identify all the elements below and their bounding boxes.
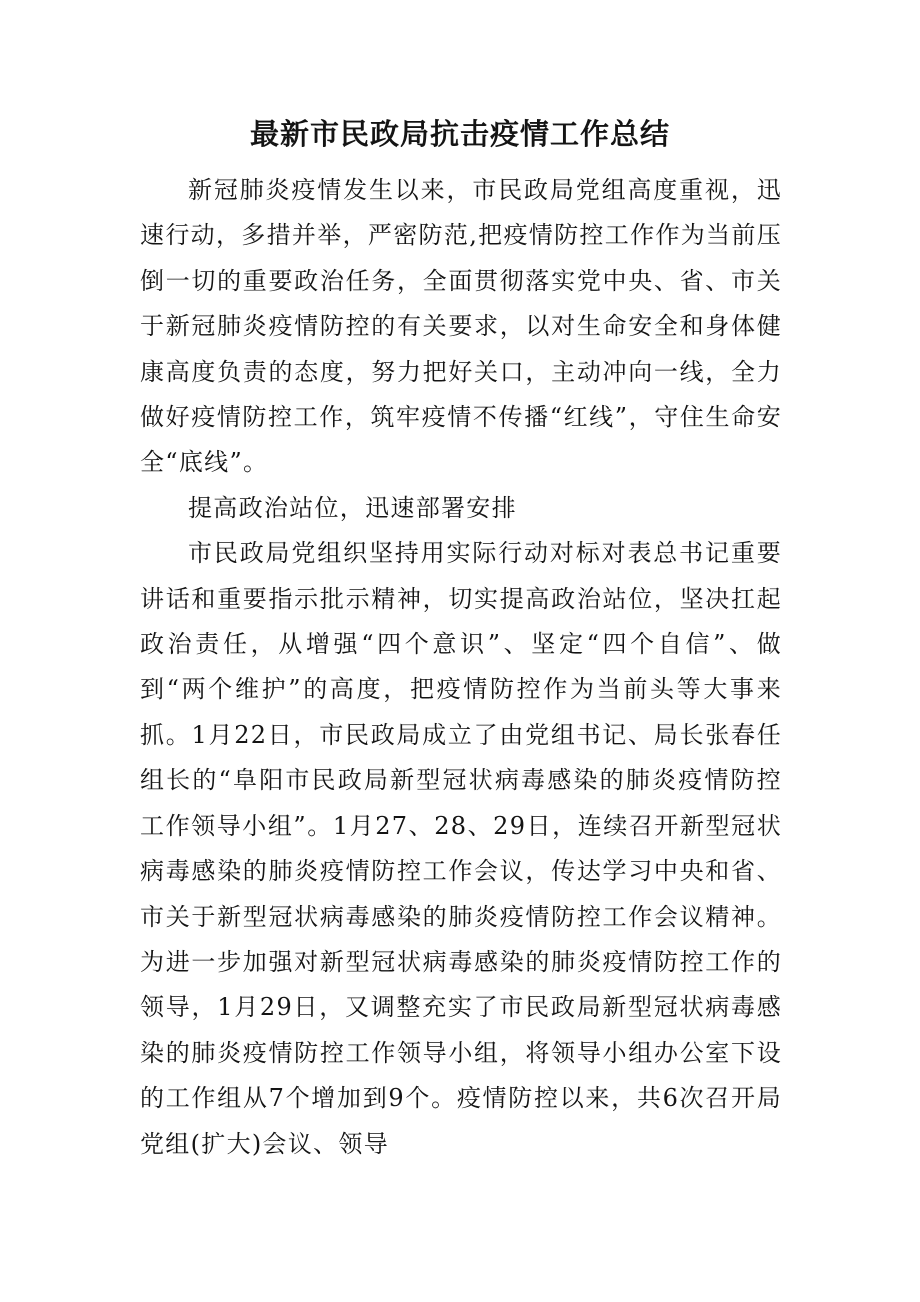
section-heading: 提高政治站位，迅速部署安排 <box>188 493 517 522</box>
section-paragraph: 市民政局党组织坚持用实际行动对标对表总书记重要讲话和重要指示批示精神，切实提高政治站位，坚决扛起政治责任，从增强“四个意识”、坚定“四个自信”、做到“两个维护”的高度，把疫情防控作为当前头等大事来抓。1月22日，市民政局成立了由党组书记、局长张春任组长的“阜阳市民政局新型冠状病毒感染的肺炎疫情防控工作领导小组”。1月27、28、29日，连续召开新型冠状病毒感染的肺炎疫情防控工作会议，传达学习中央和省、市关于新型冠状病毒感染的肺炎疫情防控工作会议精神。为进一步加强对新型冠状病毒感染的肺炎疫情防控工作的领导，1月29日，又调整充实了市民政局新型冠状病毒感染的肺炎疫情防控工作领导小组，将领导小组办公室下设的工作组从7个增加到9个。疫情防控以来，共6次召开局党组(扩大)会议、领导 <box>140 539 782 1158</box>
document-title: 最新市民政局抗击疫情工作总结 <box>249 117 670 151</box>
intro-paragraph: 新冠肺炎疫情发生以来，市民政局党组高度重视，迅速行动，多措并举，严密防范,把疫情防控工作作为当前压倒一切的重要政治任务，全面贯彻落实党中央、省、市关于新冠肺炎疫情防控的有关要求，以对生命安全和身体健康高度负责的态度，努力把好关口，主动冲向一线，全力做好疫情防控工作，筑牢疫情不传播“红线”，守住生命安全“底线”。 <box>140 176 782 477</box>
document-body <box>140 168 782 1167</box>
